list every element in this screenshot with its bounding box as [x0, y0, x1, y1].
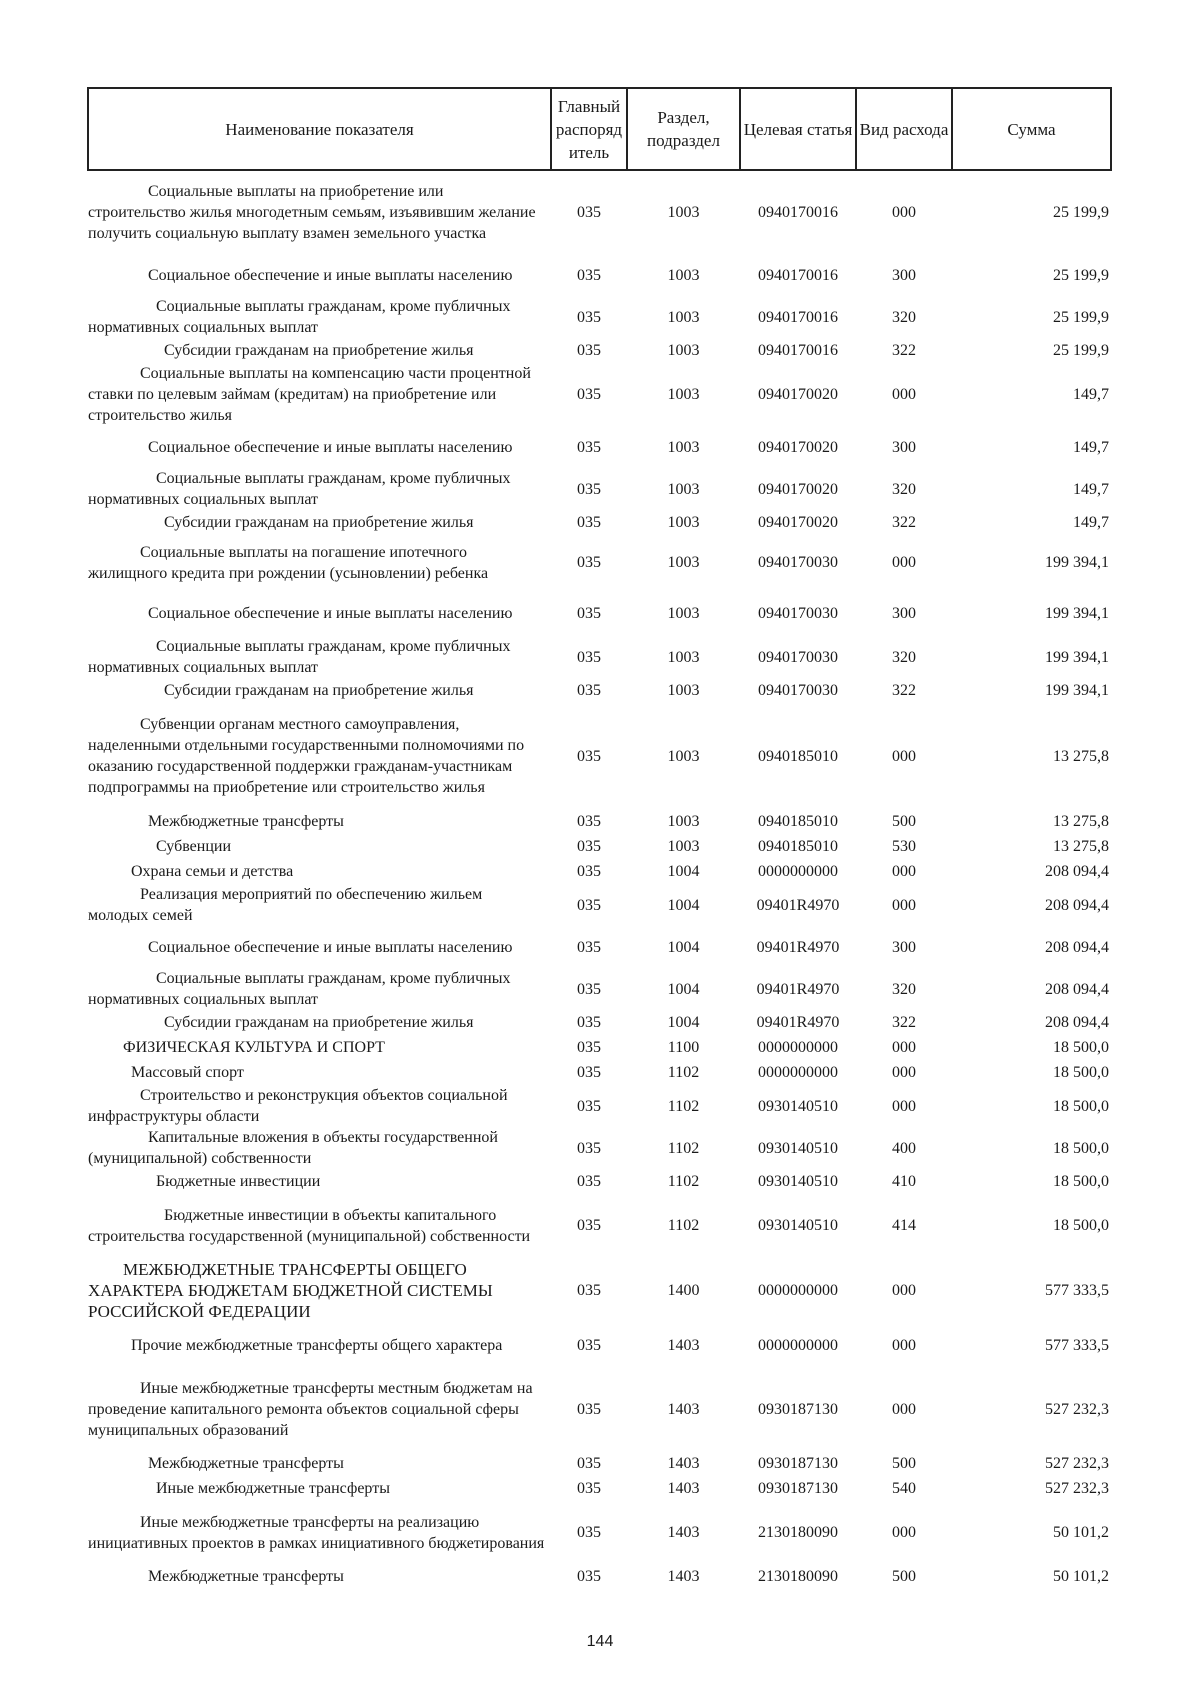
row-name: Социальные выплаты на приобретение или строительство жилья многодетным семьям, изъявившим желание получить социальную выплату взамен земельного участка [88, 183, 536, 242]
row-razdel: 1102 [667, 1139, 700, 1157]
table-row [88, 1451, 1111, 1476]
table-row [88, 1323, 1111, 1367]
row-razdel: 1403 [667, 1480, 700, 1497]
row-glavny: 035 [577, 938, 601, 956]
row-tselevaya: 0940170030 [758, 648, 838, 666]
row-name: Межбюджетные трансферты [148, 813, 344, 830]
row-glavny: 035 [577, 266, 601, 284]
row-razdel: 1403 [667, 1400, 700, 1418]
row-summa: 18 500,0 [1053, 1217, 1109, 1234]
row-tselevaya: 0000000000 [758, 1039, 838, 1056]
table-row [88, 1476, 1111, 1501]
row-summa: 13 275,8 [1053, 813, 1109, 830]
row-vid: 000 [892, 896, 916, 914]
row-glavny: 035 [577, 1455, 601, 1472]
row-name: Капитальные вложения в объекты государственной (муниципальной) собственности [88, 1129, 498, 1167]
row-glavny: 035 [577, 1097, 601, 1115]
row-summa: 149,7 [1073, 386, 1109, 403]
table-row [88, 926, 1111, 968]
row-tselevaya: 0940170016 [758, 204, 838, 221]
row-vid: 000 [892, 1400, 916, 1418]
row-razdel: 1102 [667, 1064, 700, 1081]
table-row [88, 590, 1111, 636]
row-name: Иные межбюджетные трансферты на реализацию инициативных проектов в рамках инициативного бюджетирования [88, 1513, 545, 1552]
row-tselevaya: 0930140510 [758, 1173, 838, 1190]
table-row [88, 535, 1111, 590]
row-vid: 000 [892, 1064, 916, 1081]
row-tselevaya: 0940185010 [758, 747, 838, 765]
row-summa: 149,7 [1073, 480, 1109, 498]
row-vid: 322 [892, 682, 916, 699]
row-glavny: 035 [577, 1014, 601, 1031]
row-name: Субвенции [156, 838, 232, 855]
row-name: Субсидии гражданам на приобретение жилья [164, 682, 474, 699]
row-glavny: 035 [577, 438, 601, 456]
row-vid: 000 [892, 1039, 916, 1056]
row-razdel: 1403 [667, 1568, 700, 1585]
row-razdel: 1403 [667, 1455, 700, 1472]
row-razdel: 1003 [667, 554, 700, 571]
row-vid: 000 [892, 554, 916, 571]
row-vid: 320 [892, 308, 916, 326]
table-row [88, 1127, 1111, 1169]
row-razdel: 1400 [667, 1281, 700, 1299]
row-summa: 50 101,2 [1053, 1568, 1109, 1585]
row-tselevaya: 0000000000 [758, 1064, 838, 1081]
row-vid: 000 [892, 1524, 916, 1541]
row-razdel: 1003 [667, 204, 700, 221]
table-row [88, 363, 1111, 426]
row-vid: 000 [892, 1281, 916, 1299]
row-summa: 13 275,8 [1053, 838, 1109, 855]
table-row [88, 1564, 1111, 1589]
row-razdel: 1100 [667, 1039, 700, 1056]
table-row [88, 510, 1111, 535]
row-summa: 577 333,5 [1045, 1281, 1109, 1299]
row-summa: 208 094,4 [1045, 938, 1109, 956]
row-name: ФИЗИЧЕСКАЯ КУЛЬТУРА И СПОРТ [123, 1039, 385, 1056]
table-row [88, 1010, 1111, 1035]
row-vid: 300 [892, 938, 916, 956]
row-tselevaya: 0000000000 [758, 1281, 838, 1299]
row-summa: 208 094,4 [1045, 980, 1109, 998]
row-name: Социальные выплаты на погашение ипотечного жилищного кредита при рождении (усыновлении) ребенка [88, 543, 489, 582]
row-summa: 199 394,1 [1045, 604, 1109, 622]
row-tselevaya: 0940170030 [758, 604, 838, 622]
row-vid: 300 [892, 604, 916, 622]
row-razdel: 1003 [667, 438, 700, 456]
row-glavny: 035 [577, 1139, 601, 1157]
row-tselevaya: 0000000000 [758, 1336, 838, 1354]
row-tselevaya: 09401R4970 [756, 896, 840, 914]
row-summa: 527 232,3 [1045, 1400, 1109, 1418]
row-vid: 000 [892, 204, 916, 221]
row-razdel: 1003 [667, 342, 700, 359]
row-summa: 18 500,0 [1053, 1097, 1109, 1115]
row-summa: 18 500,0 [1053, 1039, 1109, 1056]
row-razdel: 1003 [667, 682, 700, 699]
row-glavny: 035 [577, 896, 601, 914]
row-name: Охрана семьи и детства [131, 863, 294, 880]
row-tselevaya: 09401R4970 [756, 1014, 840, 1031]
row-glavny: 035 [577, 1568, 601, 1585]
row-tselevaya: 0940170030 [758, 682, 838, 699]
row-tselevaya: 0930140510 [758, 1097, 838, 1115]
row-tselevaya: 0940170030 [758, 554, 838, 571]
table-row [88, 254, 1111, 296]
table-row [88, 468, 1111, 510]
row-name: Социальные выплаты гражданам, кроме публичных нормативных социальных выплат [88, 638, 511, 676]
row-glavny: 035 [577, 1336, 601, 1354]
row-summa: 577 333,5 [1045, 1336, 1109, 1354]
row-vid: 500 [892, 813, 916, 830]
row-razdel: 1003 [667, 838, 700, 855]
row-glavny: 035 [577, 308, 601, 326]
row-vid: 000 [892, 1097, 916, 1115]
row-glavny: 035 [577, 204, 601, 221]
row-summa: 18 500,0 [1053, 1139, 1109, 1157]
row-vid: 322 [892, 342, 916, 359]
row-glavny: 035 [577, 648, 601, 666]
row-name: Социальные выплаты гражданам, кроме публичных нормативных социальных выплат [88, 970, 511, 1008]
table-row [88, 703, 1111, 809]
table-row [88, 968, 1111, 1010]
row-tselevaya: 0940185010 [758, 813, 838, 830]
row-name: МЕЖБЮДЖЕТНЫЕ ТРАНСФЕРТЫ ОБЩЕГО ХАРАКТЕРА БЮДЖЕТАМ БЮДЖЕТНОЙ СИСТЕМЫ РОССИЙСКОЙ ФЕДЕРАЦИИ [88, 1259, 493, 1321]
row-vid: 320 [892, 980, 916, 998]
table-row [88, 859, 1111, 884]
row-name: Социальное обеспечение и иные выплаты населению [148, 438, 513, 456]
row-name: Субвенции органам местного самоуправления, наделенными отдельными государственными полномочиями по оказанию государственной поддержки гражданам-участникам подпрограммы на приобретение или строительство жилья [88, 716, 525, 796]
row-razdel: 1003 [667, 813, 700, 830]
row-razdel: 1004 [667, 896, 700, 914]
table-row [88, 170, 1111, 254]
row-glavny: 035 [577, 554, 601, 571]
row-glavny: 035 [577, 386, 601, 403]
row-summa: 18 500,0 [1053, 1173, 1109, 1190]
row-name: Социальное обеспечение и иные выплаты населению [148, 266, 513, 284]
row-glavny: 035 [577, 1173, 601, 1190]
row-glavny: 035 [577, 1480, 601, 1497]
table-body [88, 170, 1111, 1589]
row-razdel: 1003 [667, 386, 700, 403]
table-row [88, 1035, 1111, 1060]
table-row [88, 1257, 1111, 1323]
row-razdel: 1403 [667, 1524, 700, 1541]
row-vid: 300 [892, 438, 916, 456]
row-summa: 25 199,9 [1053, 308, 1109, 326]
table-header [88, 88, 1111, 170]
row-summa: 13 275,8 [1053, 747, 1109, 765]
row-glavny: 035 [577, 1039, 601, 1056]
row-glavny: 035 [577, 1281, 601, 1299]
row-name: Социальные выплаты гражданам, кроме публичных нормативных социальных выплат [88, 470, 511, 508]
row-name: Субсидии гражданам на приобретение жилья [164, 342, 474, 359]
row-glavny: 035 [577, 1217, 601, 1234]
row-vid: 300 [892, 266, 916, 284]
row-glavny: 035 [577, 604, 601, 622]
header-summa: Сумма [952, 88, 1111, 170]
row-name: Межбюджетные трансферты [148, 1568, 344, 1585]
row-razdel: 1003 [667, 648, 700, 666]
row-summa: 50 101,2 [1053, 1524, 1109, 1541]
row-vid: 000 [892, 863, 916, 880]
row-razdel: 1102 [667, 1173, 700, 1190]
row-vid: 500 [892, 1568, 916, 1585]
row-razdel: 1004 [667, 938, 700, 956]
row-tselevaya: 0930187130 [758, 1455, 838, 1472]
row-summa: 208 094,4 [1045, 863, 1109, 880]
row-glavny: 035 [577, 1524, 601, 1541]
row-vid: 410 [892, 1173, 916, 1190]
row-glavny: 035 [577, 747, 601, 765]
header-tselevaya: Целевая статья [740, 88, 856, 170]
row-summa: 149,7 [1073, 438, 1109, 456]
table-row [88, 1060, 1111, 1085]
row-glavny: 035 [577, 480, 601, 498]
row-vid: 320 [892, 480, 916, 498]
row-tselevaya: 0940170016 [758, 342, 838, 359]
page-number: 144 [586, 1633, 614, 1650]
row-summa: 149,7 [1073, 514, 1109, 531]
table-row [88, 678, 1111, 703]
row-glavny: 035 [577, 1064, 601, 1081]
row-razdel: 1004 [667, 863, 700, 880]
table-row [88, 1194, 1111, 1257]
row-summa: 25 199,9 [1053, 266, 1109, 284]
row-vid: 000 [892, 747, 916, 765]
table-row [88, 1085, 1111, 1127]
table-row [88, 809, 1111, 834]
row-name: Реализация мероприятий по обеспечению жильем молодых семей [88, 886, 483, 924]
row-name: Иные межбюджетные трансферты [156, 1480, 390, 1497]
row-glavny: 035 [577, 514, 601, 531]
table-row [88, 884, 1111, 926]
row-vid: 000 [892, 1336, 916, 1354]
row-name: Социальные выплаты на компенсацию части процентной ставки по целевым займам (кредитам) на приобретение или строительство жилья [88, 365, 531, 424]
row-vid: 000 [892, 386, 916, 403]
row-tselevaya: 0940170016 [758, 266, 838, 284]
row-glavny: 035 [577, 682, 601, 699]
row-summa: 208 094,4 [1045, 896, 1109, 914]
row-tselevaya: 09401R4970 [756, 980, 840, 998]
row-tselevaya: 0930140510 [758, 1139, 838, 1157]
row-razdel: 1003 [667, 604, 700, 622]
header-glavny: Главный распоряд итель [551, 88, 627, 170]
row-razdel: 1003 [667, 514, 700, 531]
row-razdel: 1004 [667, 1014, 700, 1031]
row-vid: 320 [892, 648, 916, 666]
row-vid: 400 [892, 1139, 916, 1157]
row-glavny: 035 [577, 1400, 601, 1418]
table-row [88, 636, 1111, 678]
row-summa: 18 500,0 [1053, 1064, 1109, 1081]
row-summa: 208 094,4 [1045, 1014, 1109, 1031]
row-tselevaya: 0940170020 [758, 514, 838, 531]
row-tselevaya: 0940170020 [758, 480, 838, 498]
row-razdel: 1102 [667, 1217, 700, 1234]
header-name: Наименование показателя [88, 88, 551, 170]
row-tselevaya: 2130180090 [758, 1568, 838, 1585]
row-summa: 25 199,9 [1053, 342, 1109, 359]
row-tselevaya: 2130180090 [758, 1524, 838, 1541]
row-razdel: 1003 [667, 266, 700, 284]
row-tselevaya: 0940170020 [758, 438, 838, 456]
row-name: Строительство и реконструкция объектов социальной инфраструктуры области [88, 1087, 508, 1125]
row-name: Прочие межбюджетные трансферты общего характера [131, 1336, 503, 1354]
table-row [88, 1169, 1111, 1194]
row-name: Социальные выплаты гражданам, кроме публичных нормативных социальных выплат [88, 298, 511, 336]
row-tselevaya: 0940170016 [758, 308, 838, 326]
row-glavny: 035 [577, 342, 601, 359]
row-tselevaya: 0930140510 [758, 1217, 838, 1234]
row-vid: 322 [892, 1014, 916, 1031]
row-vid: 540 [892, 1480, 916, 1497]
row-name: Социальное обеспечение и иные выплаты населению [148, 604, 513, 622]
row-tselevaya: 0940185010 [758, 838, 838, 855]
row-razdel: 1003 [667, 480, 700, 498]
row-name: Субсидии гражданам на приобретение жилья [164, 1014, 474, 1031]
row-summa: 527 232,3 [1045, 1455, 1109, 1472]
row-vid: 322 [892, 514, 916, 531]
row-vid: 500 [892, 1455, 916, 1472]
row-tselevaya: 0000000000 [758, 863, 838, 880]
row-glavny: 035 [577, 813, 601, 830]
row-summa: 527 232,3 [1045, 1480, 1109, 1497]
row-summa: 199 394,1 [1045, 682, 1109, 699]
row-glavny: 035 [577, 838, 601, 855]
row-tselevaya: 09401R4970 [756, 938, 840, 956]
row-razdel: 1102 [667, 1097, 700, 1115]
row-razdel: 1003 [667, 308, 700, 326]
table-row [88, 296, 1111, 338]
row-razdel: 1004 [667, 980, 700, 998]
row-tselevaya: 0940170020 [758, 386, 838, 403]
row-glavny: 035 [577, 980, 601, 998]
row-name: Бюджетные инвестиции в объекты капитального строительства государственной (муниципальной) собственности [88, 1206, 531, 1245]
row-name: Социальное обеспечение и иные выплаты населению [148, 938, 513, 956]
row-tselevaya: 0930187130 [758, 1480, 838, 1497]
budget-table [87, 87, 1112, 1589]
row-name: Бюджетные инвестиции [156, 1173, 321, 1190]
row-vid: 414 [892, 1217, 916, 1234]
row-name: Субсидии гражданам на приобретение жилья [164, 514, 474, 531]
table-row [88, 834, 1111, 859]
header-vid: Вид расхода [856, 88, 952, 170]
row-glavny: 035 [577, 863, 601, 880]
table-row [88, 426, 1111, 468]
table-row [88, 338, 1111, 363]
row-summa: 199 394,1 [1045, 648, 1109, 666]
row-razdel: 1003 [667, 747, 700, 765]
header-razdel: Раздел, подраздел [627, 88, 740, 170]
table-row [88, 1367, 1111, 1451]
row-name: Иные межбюджетные трансферты местным бюджетам на проведение капитального ремонта объектов социальной сферы муниципальных образований [88, 1379, 533, 1439]
row-name: Массовый спорт [131, 1064, 244, 1081]
row-razdel: 1403 [667, 1336, 700, 1354]
row-tselevaya: 0930187130 [758, 1400, 838, 1418]
row-name: Межбюджетные трансферты [148, 1455, 344, 1472]
row-summa: 199 394,1 [1045, 554, 1109, 571]
row-summa: 25 199,9 [1053, 204, 1109, 221]
row-vid: 530 [892, 838, 916, 855]
table-row [88, 1501, 1111, 1564]
